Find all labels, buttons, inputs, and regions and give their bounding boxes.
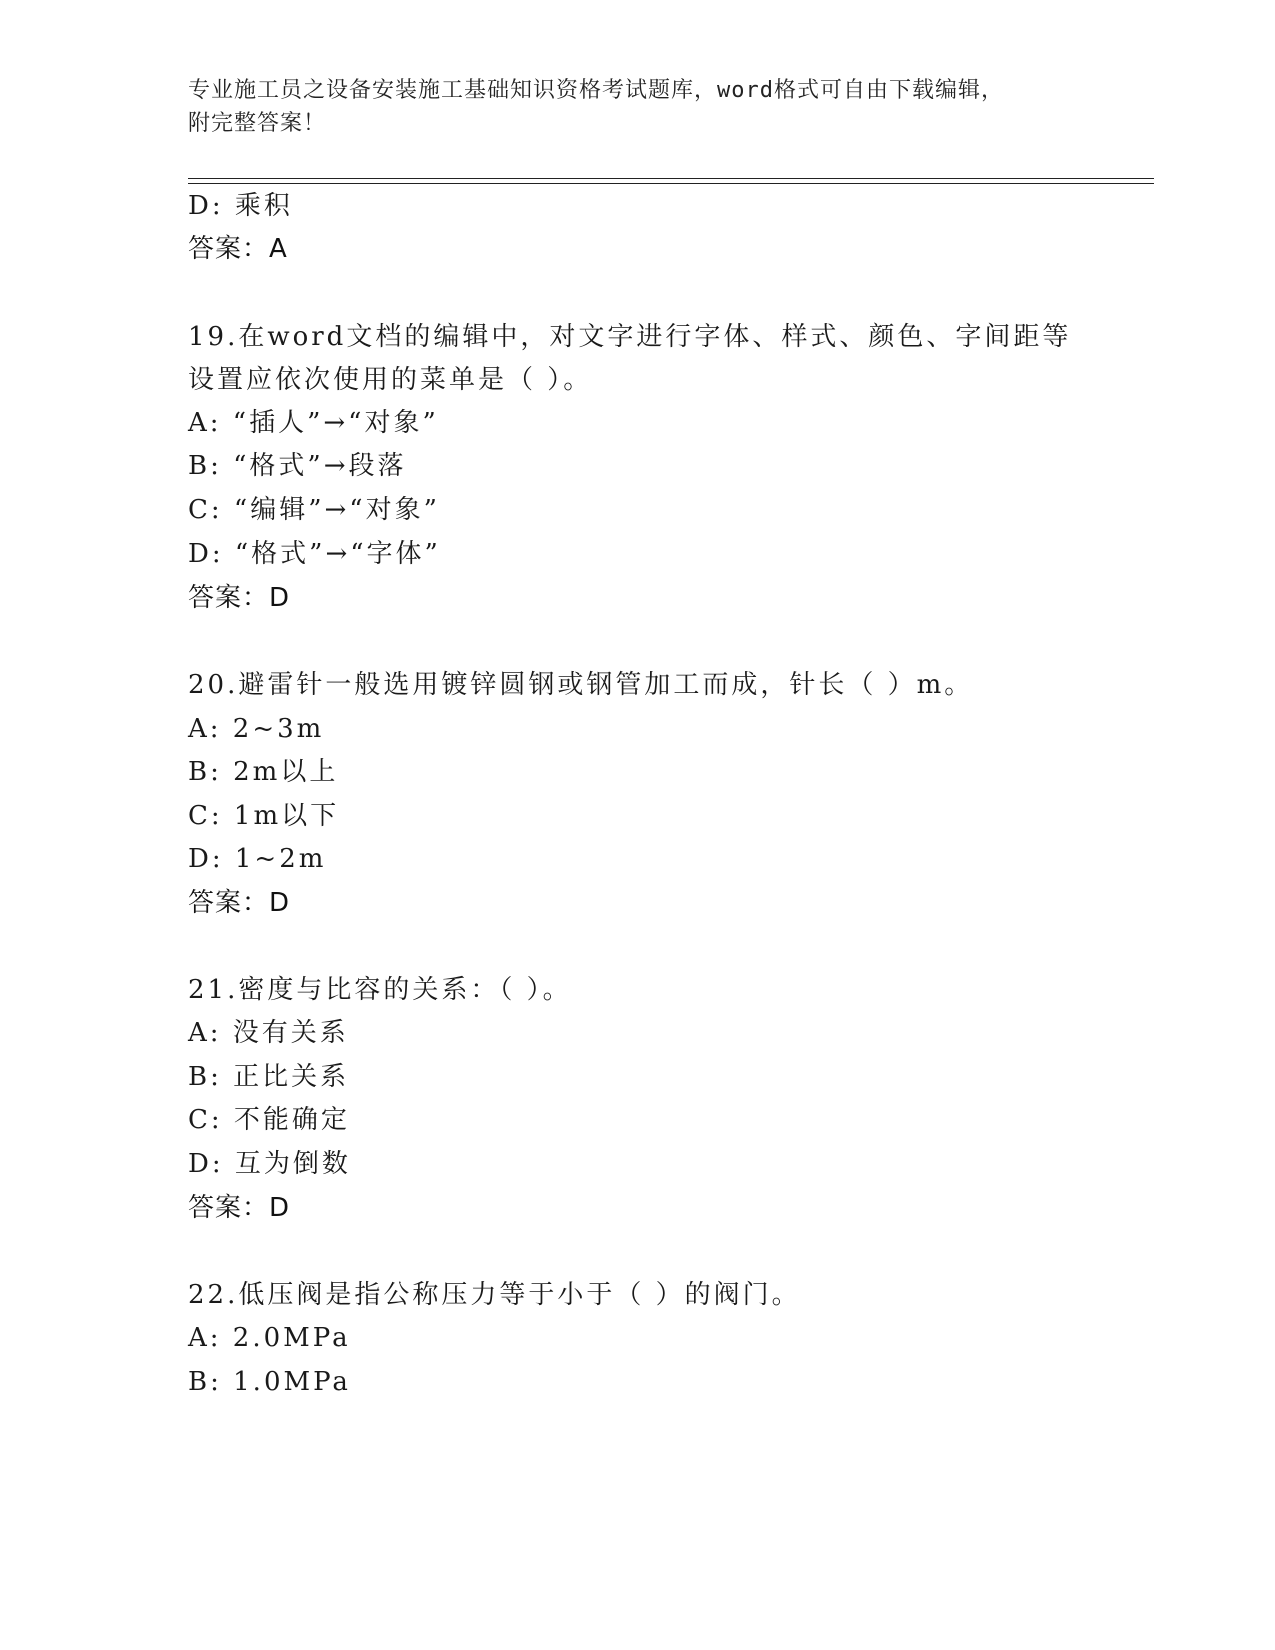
question-20-option-c: C: 1m以下 xyxy=(188,801,340,831)
question-20-option-a: A: 2~3m xyxy=(188,714,325,744)
question-21-option-c: C: 不能确定 xyxy=(188,1105,350,1135)
question-20-stem: 20.避雷针一般选用镀锌圆钢或钢管加工而成，针长（ ）m。 xyxy=(188,670,974,700)
question-21-stem: 21.密度与比容的关系：（ ）。 xyxy=(188,975,572,1005)
page-header xyxy=(188,74,1068,140)
question-19-stem-line-2: 设置应依次使用的菜单是（ ）。 xyxy=(188,365,593,395)
question-21-option-b: B: 正比关系 xyxy=(188,1062,350,1092)
question-20-option-d: D: 1~2m xyxy=(188,844,327,874)
header-divider-bottom xyxy=(188,183,1154,184)
question-19-answer: 答案：D xyxy=(188,583,291,613)
question-21-option-d: D: 互为倒数 xyxy=(188,1149,351,1179)
question-20-answer: 答案：D xyxy=(188,888,291,918)
question-19-option-c: C: “编辑”→“对象” xyxy=(188,495,440,525)
header-divider-top xyxy=(188,178,1154,179)
question-19-stem-line-1: 19.在word文档的编辑中，对文字进行字体、样式、颜色、字间距等 xyxy=(188,322,1072,352)
question-21-answer: 答案：D xyxy=(188,1193,291,1223)
question-19-option-d: D: “格式”→“字体” xyxy=(188,539,441,569)
question-21-option-a: A: 没有关系 xyxy=(188,1018,349,1048)
header-line-2: 附完整答案！ xyxy=(188,111,327,136)
question-20-option-b: B: 2m以上 xyxy=(188,757,339,787)
question-19-option-a: A: “插人”→“对象” xyxy=(188,408,439,438)
option-d: D: 乘积 xyxy=(188,191,293,221)
question-22-option-b: B: 1.0MPa xyxy=(188,1367,351,1397)
header-line-1: 专业施工员之设备安装施工基础知识资格考试题库，word格式可自由下载编辑， xyxy=(188,78,1004,103)
answer-line: 答案：A xyxy=(188,234,288,264)
question-22-option-a: A: 2.0MPa xyxy=(188,1323,351,1353)
question-19-option-b: B: “格式”→段落 xyxy=(188,451,407,481)
question-22-stem: 22.低压阀是指公称压力等于小于（ ）的阀门。 xyxy=(188,1280,801,1310)
